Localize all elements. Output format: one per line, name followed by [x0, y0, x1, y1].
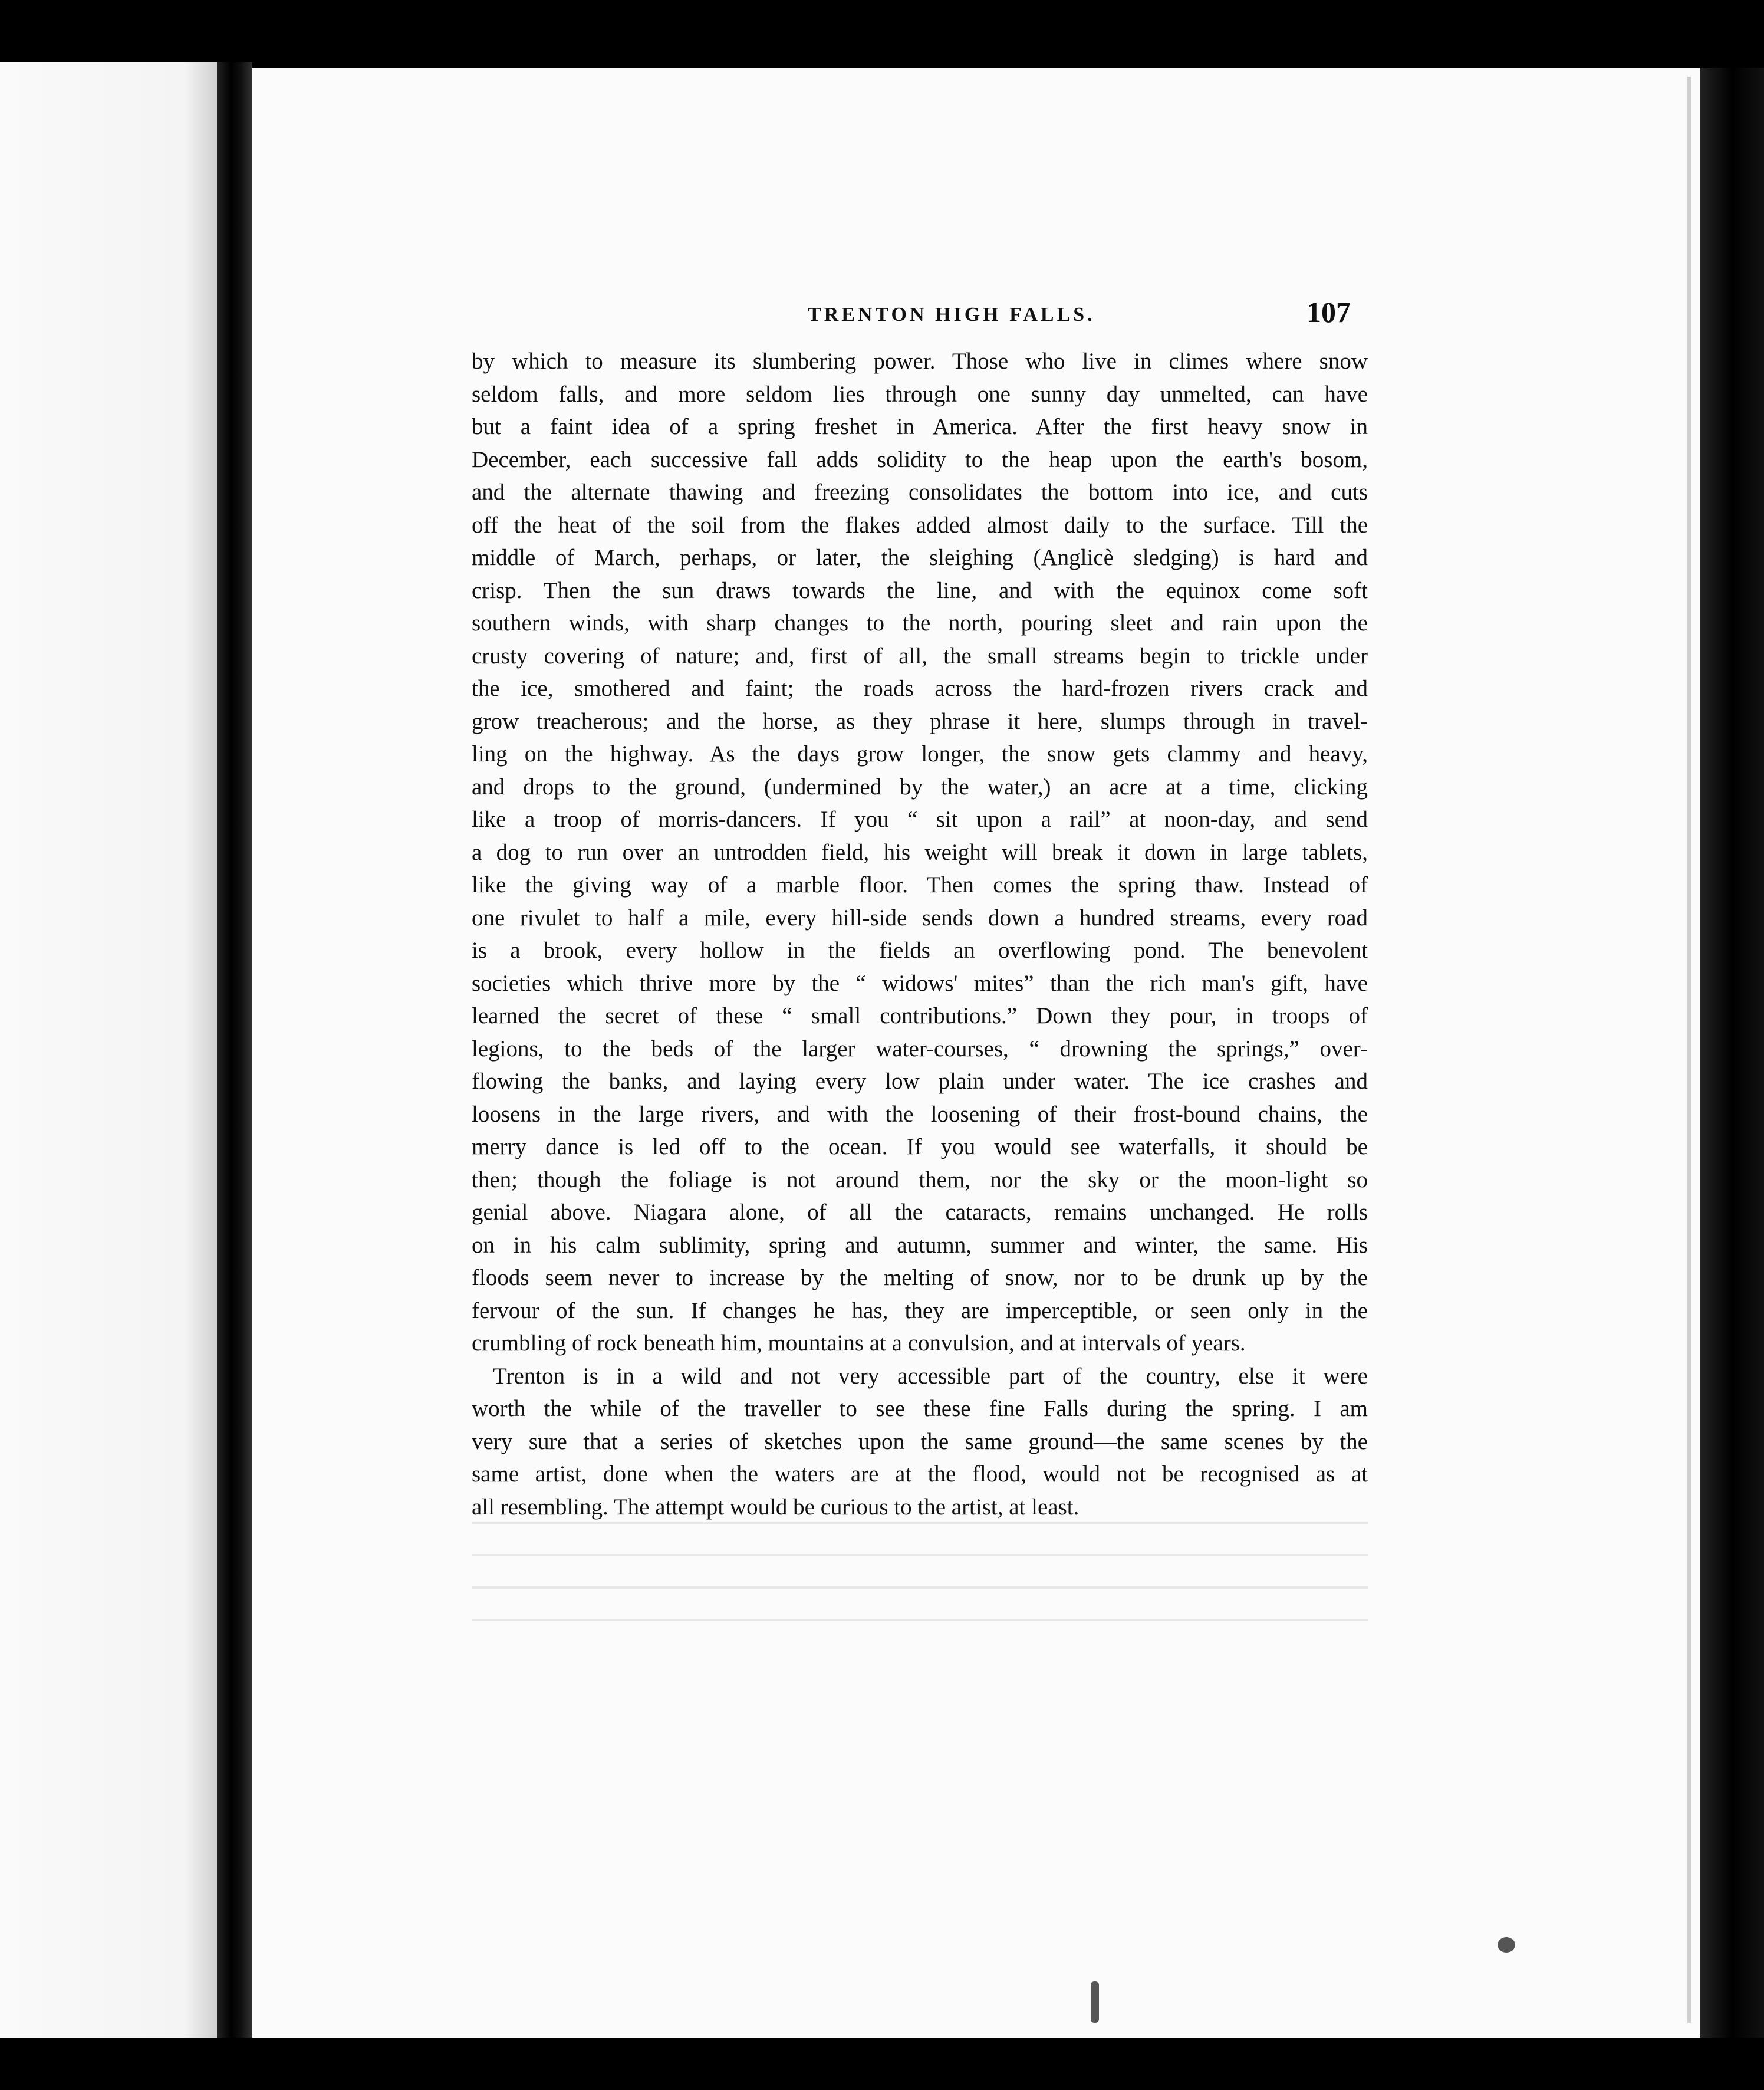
text-line: by which to measure its slumbering power. Those who live in climes where snow: [472, 349, 1368, 374]
text-line: flowing the banks, and laying every low plain under water. The ice crashes and: [472, 1069, 1368, 1094]
text-line: a dog to run over an untrodden field, his weight will break it down in large tablets,: [472, 839, 1368, 865]
text-line: crusty covering of nature; and, first of all, the small streams begin to trickle under: [472, 643, 1368, 669]
book-gutter: [217, 62, 252, 2055]
text-line: is a brook, every hollow in the fields an overflowing pond. The benevolent: [472, 938, 1368, 963]
text-line: societies which thrive more by the “ widows' mites” than the rich man's gift, have: [472, 970, 1368, 996]
text-line: same artist, done when the waters are at the flood, would not be recognised as at: [472, 1461, 1368, 1487]
text-line: Trenton is in a wild and not very accessible part of the country, else it were: [493, 1363, 1368, 1389]
text-line: December, each successive fall adds solidity to the heap upon the earth's bosom,: [472, 446, 1368, 472]
running-head: TRENTON HIGH FALLS.: [808, 304, 1095, 326]
text-line: off the heat of the soil from the flakes added almost daily to the surface. Till the: [472, 512, 1368, 538]
text-line: fervour of the sun. If changes he has, they are imperceptible, or seen only in the: [472, 1297, 1368, 1323]
bleed-through-text: [472, 1522, 1368, 1639]
text-line: ling on the highway. As the days grow longer, the snow gets clammy and heavy,: [472, 741, 1368, 767]
facing-page-edge: [0, 62, 217, 2055]
text-line: grow treacherous; and the horse, as they phrase it here, slumps through in travel-: [472, 708, 1368, 734]
text-line: loosens in the large rivers, and with the loosening of their frost-bound chains, the: [472, 1101, 1368, 1127]
scan-speck: [1091, 1981, 1099, 2023]
text-line: merry dance is led off to the ocean. If you would see waterfalls, it should be: [472, 1134, 1368, 1159]
text-line: the ice, smothered and faint; the roads across the hard-frozen rivers crack and: [472, 676, 1368, 701]
text-line: all resembling. The attempt would be curious to the artist, at least.: [472, 1494, 1080, 1520]
text-line: then; though the foliage is not around them, nor the sky or the moon-light so: [472, 1166, 1368, 1192]
scan-right-border: [1700, 68, 1764, 2061]
text-line: legions, to the beds of the larger water-courses, “ drowning the springs,” over-: [472, 1036, 1368, 1062]
text-line: and drops to the ground, (undermined by the water,) an acre at a time, clicking: [472, 774, 1368, 800]
text-line: floods seem never to increase by the melting of snow, nor to be drunk up by the: [472, 1265, 1368, 1290]
text-line: like a troop of morris-dancers. If you “ sit upon a rail” at noon-day, and send: [472, 807, 1368, 832]
text-line: very sure that a series of sketches upon the same ground—the same scenes by the: [472, 1428, 1368, 1454]
text-line: crisp. Then the sun draws towards the line, and with the equinox come soft: [472, 577, 1368, 603]
text-line: on in his calm sublimity, spring and autumn, summer and winter, the same. His: [472, 1232, 1368, 1258]
scan-bottom-border: [0, 2038, 1764, 2090]
text-line: and the alternate thawing and freezing consolidates the bottom into ice, and cuts: [472, 479, 1368, 505]
text-line: seldom falls, and more seldom lies through one sunny day unmelted, can have: [472, 381, 1368, 407]
text-line: but a faint idea of a spring freshet in America. After the first heavy snow in: [472, 414, 1368, 439]
page-edge: [1687, 77, 1691, 2023]
page-number: 107: [1306, 295, 1351, 328]
text-line: middle of March, perhaps, or later, the sleighing (Anglicè sledging) is hard and: [472, 545, 1368, 570]
text-line: southern winds, with sharp changes to the north, pouring sleet and rain upon the: [472, 610, 1368, 636]
scan-speck: [1498, 1937, 1515, 1953]
text-line: genial above. Niagara alone, of all the cataracts, remains unchanged. He rolls: [472, 1200, 1368, 1225]
text-line: learned the secret of these “ small contributions.” Down they pour, in troops of: [472, 1003, 1368, 1028]
body-text: [472, 345, 1368, 1523]
scan-top-border: [0, 0, 1764, 68]
text-line: crumbling of rock beneath him, mountains at a convulsion, and at intervals of years.: [472, 1330, 1246, 1356]
text-line: one rivulet to half a mile, every hill-side sends down a hundred streams, every road: [472, 905, 1368, 931]
text-line: like the giving way of a marble floor. Then comes the spring thaw. Instead of: [472, 872, 1368, 898]
text-line: worth the while of the traveller to see these fine Falls during the spring. I am: [472, 1396, 1368, 1421]
